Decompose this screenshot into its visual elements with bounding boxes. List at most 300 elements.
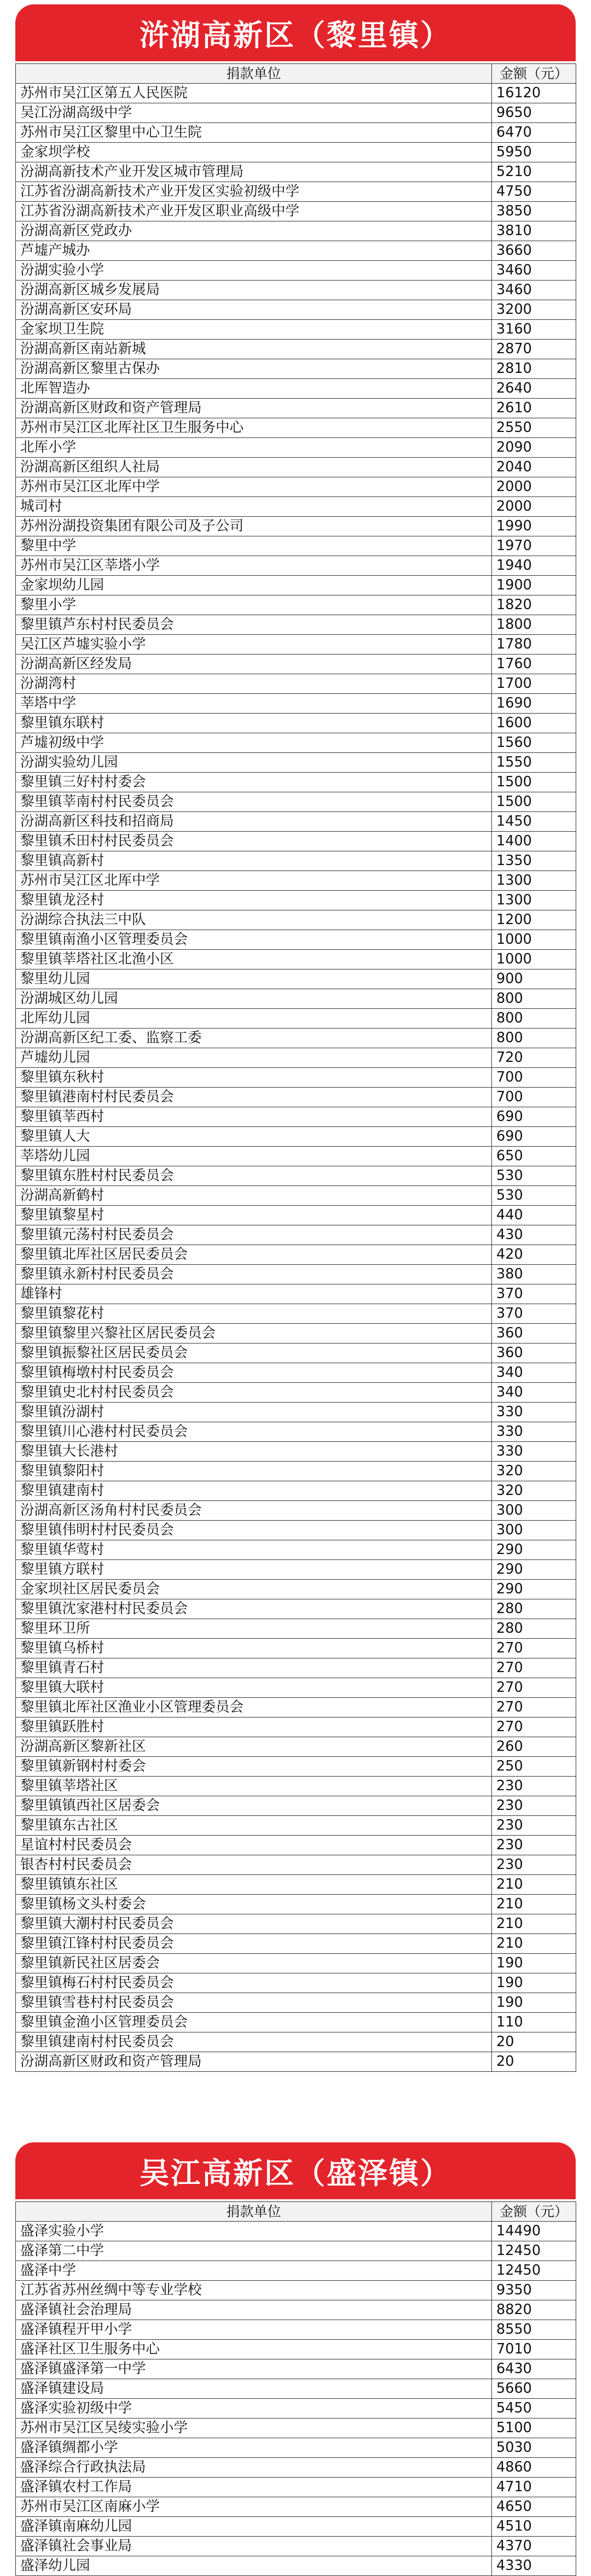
donation-amount: 4750 xyxy=(492,182,576,202)
table-row xyxy=(16,1147,576,1166)
donation-amount: 190 xyxy=(492,1973,576,1993)
table-row xyxy=(16,832,576,851)
donor-name: 城司村 xyxy=(16,497,492,517)
donor-name: 黎里镇莘西村 xyxy=(16,1107,492,1127)
table-row xyxy=(16,536,576,556)
header-unit: 捐款单位 xyxy=(16,64,492,84)
table-row xyxy=(16,1206,576,1225)
donation-amount: 110 xyxy=(492,2013,576,2032)
donor-name: 黎里镇青石村 xyxy=(16,1658,492,1678)
donation-amount: 1800 xyxy=(492,615,576,635)
donor-name: 北厍小学 xyxy=(16,438,492,458)
donation-amount: 5450 xyxy=(492,2399,576,2419)
donor-name: 汾湖城区幼儿园 xyxy=(16,989,492,1009)
donation-amount: 4710 xyxy=(492,2478,576,2497)
donation-table xyxy=(15,63,576,2072)
table-row xyxy=(16,379,576,399)
donation-amount: 530 xyxy=(492,1186,576,1206)
table-row xyxy=(16,1344,576,1363)
donation-amount: 1000 xyxy=(492,950,576,969)
donor-name: 盛泽镇建设局 xyxy=(16,2379,492,2399)
donor-name: 黎里镇芦东村村民委员会 xyxy=(16,615,492,635)
donor-name: 黎里镇镇东社区 xyxy=(16,1875,492,1895)
donation-amount: 210 xyxy=(492,1895,576,1914)
donation-amount: 2640 xyxy=(492,379,576,399)
table-row xyxy=(16,2261,576,2281)
donation-amount: 5210 xyxy=(492,162,576,182)
donation-amount: 4330 xyxy=(492,2556,576,2576)
donation-amount: 12450 xyxy=(492,2241,576,2261)
donor-name: 苏州市吴江区北厍中学 xyxy=(16,871,492,891)
donor-name: 北厍智造办 xyxy=(16,379,492,399)
donor-name: 黎里镇莘南村村民委员会 xyxy=(16,792,492,812)
donation-amount: 320 xyxy=(492,1481,576,1501)
donor-name: 吴江汾湖高级中学 xyxy=(16,103,492,123)
donor-name: 苏州市吴江区莘塔小学 xyxy=(16,556,492,576)
donor-name: 苏州汾湖投资集团有限公司及子公司 xyxy=(16,517,492,536)
table-row xyxy=(16,950,576,969)
donor-name: 黎里镇莘塔社区 xyxy=(16,1777,492,1796)
table-row xyxy=(16,281,576,300)
donor-name: 盛泽镇农村工作局 xyxy=(16,2478,492,2497)
donation-amount: 800 xyxy=(492,1009,576,1029)
donation-amount: 20 xyxy=(492,2052,576,2072)
donor-name: 汾湖综合执法三中队 xyxy=(16,910,492,930)
table-row xyxy=(16,1737,576,1757)
table-row xyxy=(16,930,576,950)
table-row xyxy=(16,2379,576,2399)
donor-name: 黎里镇南渔小区管理委员会 xyxy=(16,930,492,950)
donor-name: 汾湖高新区汤角村村民委员会 xyxy=(16,1501,492,1521)
donation-amount: 900 xyxy=(492,969,576,989)
donation-amount: 370 xyxy=(492,1304,576,1324)
table-row xyxy=(16,694,576,714)
table-row xyxy=(16,733,576,753)
donor-name: 黎里镇黎里兴黎社区居民委员会 xyxy=(16,1324,492,1344)
table-row xyxy=(16,969,576,989)
donation-amount: 5660 xyxy=(492,2379,576,2399)
donation-amount: 2040 xyxy=(492,458,576,477)
donation-amount: 3810 xyxy=(492,221,576,241)
donor-name: 汾湖湾村 xyxy=(16,674,492,694)
donor-name: 北厍幼儿园 xyxy=(16,1009,492,1029)
table-row xyxy=(16,2556,576,2576)
table-row xyxy=(16,1324,576,1344)
table-row xyxy=(16,576,576,595)
donor-name: 黎里镇杨文头村委会 xyxy=(16,1895,492,1914)
table-body xyxy=(16,2222,576,2576)
donor-name: 黎里镇镇西社区居委会 xyxy=(16,1796,492,1816)
donor-name: 汾湖高新区安环局 xyxy=(16,300,492,320)
donor-name: 黎里镇大长港村 xyxy=(16,1442,492,1462)
table-row xyxy=(16,182,576,202)
donor-name: 黎里幼儿园 xyxy=(16,969,492,989)
header-amount: 金额（元） xyxy=(492,64,576,84)
table-row xyxy=(16,1422,576,1442)
donor-name: 黎里镇建南村村民委员会 xyxy=(16,2032,492,2052)
donor-name: 盛泽中学 xyxy=(16,2261,492,2281)
donation-amount: 650 xyxy=(492,1147,576,1166)
donor-name: 汾湖高新区南站新城 xyxy=(16,340,492,359)
table-row xyxy=(16,1580,576,1599)
donor-name: 黎里镇方联村 xyxy=(16,1560,492,1580)
donor-name: 黎里镇港南村村民委员会 xyxy=(16,1088,492,1107)
table-row xyxy=(16,1245,576,1265)
donation-amount: 4650 xyxy=(492,2497,576,2517)
donation-amount: 370 xyxy=(492,1284,576,1304)
donor-name: 黎里镇黎阳村 xyxy=(16,1462,492,1481)
donation-amount: 1970 xyxy=(492,536,576,556)
donor-name: 黎里中学 xyxy=(16,536,492,556)
table-row xyxy=(16,1265,576,1284)
table-row xyxy=(16,123,576,143)
donor-name: 汾湖高新区财政和资产管理局 xyxy=(16,399,492,418)
donor-name: 黎里镇史北村村民委员会 xyxy=(16,1383,492,1403)
donor-name: 黎里镇龙泾村 xyxy=(16,891,492,910)
donation-amount: 8820 xyxy=(492,2300,576,2320)
donor-name: 黎里镇北厍社区居民委员会 xyxy=(16,1245,492,1265)
table-row xyxy=(16,2537,576,2556)
table-row xyxy=(16,241,576,261)
table-row xyxy=(16,359,576,379)
donor-name: 黎里镇川心港村村民委员会 xyxy=(16,1422,492,1442)
table-row xyxy=(16,1836,576,1855)
table-row xyxy=(16,2478,576,2497)
donor-name: 盛泽幼儿园 xyxy=(16,2556,492,2576)
donor-name: 汾湖高新区经发局 xyxy=(16,655,492,674)
donor-name: 星谊村村民委员会 xyxy=(16,1836,492,1855)
table-row xyxy=(16,851,576,871)
table-row xyxy=(16,261,576,281)
table-row xyxy=(16,1993,576,2013)
table-row xyxy=(16,1895,576,1914)
donation-amount: 3460 xyxy=(492,261,576,281)
donor-name: 黎里镇金渔小区管理委员会 xyxy=(16,2013,492,2032)
donor-name: 黎里镇江锋村村民委员会 xyxy=(16,1934,492,1954)
donation-amount: 210 xyxy=(492,1934,576,1954)
donation-amount: 290 xyxy=(492,1560,576,1580)
table-row xyxy=(16,1186,576,1206)
donation-amount: 420 xyxy=(492,1245,576,1265)
table-row xyxy=(16,1796,576,1816)
donor-name: 江苏省苏州丝绸中等专业学校 xyxy=(16,2281,492,2300)
table-row xyxy=(16,812,576,832)
table-row xyxy=(16,556,576,576)
donor-name: 金家坝卫生院 xyxy=(16,320,492,340)
donor-name: 汾湖高新区党政办 xyxy=(16,221,492,241)
donation-amount: 1300 xyxy=(492,891,576,910)
table-row xyxy=(16,2497,576,2517)
table-row xyxy=(16,300,576,320)
donation-amount: 3160 xyxy=(492,320,576,340)
donor-name: 黎里镇东古社区 xyxy=(16,1816,492,1836)
donor-name: 黎里镇东联村 xyxy=(16,714,492,733)
donor-name: 黎里镇元荡村村民委员会 xyxy=(16,1225,492,1245)
donation-amount: 3850 xyxy=(492,202,576,221)
donation-amount: 720 xyxy=(492,1048,576,1068)
donor-name: 苏州市吴江区北厍中学 xyxy=(16,477,492,497)
table-body xyxy=(16,84,576,2072)
donation-amount: 9350 xyxy=(492,2281,576,2300)
table-row xyxy=(16,517,576,536)
donation-amount: 330 xyxy=(492,1422,576,1442)
table-row xyxy=(16,418,576,438)
table-row xyxy=(16,2222,576,2241)
table-row xyxy=(16,1599,576,1619)
donor-name: 汾湖高新鹤村 xyxy=(16,1186,492,1206)
donor-name: 汾湖高新区科技和招商局 xyxy=(16,812,492,832)
donor-name: 盛泽镇南麻幼儿园 xyxy=(16,2517,492,2537)
donor-name: 黎里镇北厍社区渔业小区管理委员会 xyxy=(16,1698,492,1718)
donation-amount: 7010 xyxy=(492,2340,576,2359)
donor-name: 莘塔中学 xyxy=(16,694,492,714)
donor-name: 汾湖高新技术产业开发区城市管理局 xyxy=(16,162,492,182)
table-row xyxy=(16,438,576,458)
donor-name: 银杏村村民委员会 xyxy=(16,1855,492,1875)
donor-name: 黎里镇伟明村村民委员会 xyxy=(16,1521,492,1540)
table-row xyxy=(16,2032,576,2052)
donation-amount: 190 xyxy=(492,1954,576,1973)
donation-amount: 5030 xyxy=(492,2438,576,2458)
table-row xyxy=(16,221,576,241)
table-row xyxy=(16,1698,576,1718)
donor-name: 苏州市吴江区黎里中心卫生院 xyxy=(16,123,492,143)
donor-name: 盛泽镇程开甲小学 xyxy=(16,2320,492,2340)
donor-name: 黎里镇乌桥村 xyxy=(16,1639,492,1658)
donation-amount: 1690 xyxy=(492,694,576,714)
donation-amount: 5100 xyxy=(492,2419,576,2438)
donor-name: 芦墟幼儿园 xyxy=(16,1048,492,1068)
table-row xyxy=(16,655,576,674)
donation-amount: 2000 xyxy=(492,497,576,517)
donation-amount: 270 xyxy=(492,1639,576,1658)
donation-amount: 2810 xyxy=(492,359,576,379)
donation-amount: 260 xyxy=(492,1737,576,1757)
table-row xyxy=(16,871,576,891)
donation-amount: 14490 xyxy=(492,2222,576,2241)
donation-amount: 12450 xyxy=(492,2261,576,2281)
table-row xyxy=(16,1560,576,1580)
donation-amount: 1780 xyxy=(492,635,576,655)
table-row xyxy=(16,2359,576,2379)
donation-amount: 340 xyxy=(492,1363,576,1383)
donation-amount: 190 xyxy=(492,1993,576,2013)
donation-amount: 4510 xyxy=(492,2517,576,2537)
donor-name: 盛泽第二中学 xyxy=(16,2241,492,2261)
table-row xyxy=(16,1442,576,1462)
table-row xyxy=(16,1875,576,1895)
section-banner xyxy=(15,4,576,61)
section-title: 吴江高新区（盛泽镇） xyxy=(140,2156,451,2191)
donation-amount: 3460 xyxy=(492,281,576,300)
table-row xyxy=(16,1658,576,1678)
table-row xyxy=(16,1304,576,1324)
donor-name: 黎里镇华莺村 xyxy=(16,1540,492,1560)
donation-amount: 270 xyxy=(492,1658,576,1678)
table-row xyxy=(16,2517,576,2537)
donor-name: 盛泽社区卫生服务中心 xyxy=(16,2340,492,2359)
donor-name: 黎里镇新民社区居委会 xyxy=(16,1954,492,1973)
table-row xyxy=(16,1718,576,1737)
donor-name: 汾湖高新区组织人社局 xyxy=(16,458,492,477)
donation-amount: 1000 xyxy=(492,930,576,950)
table-row xyxy=(16,143,576,162)
donation-amount: 380 xyxy=(492,1265,576,1284)
table-row xyxy=(16,1639,576,1658)
donor-name: 黎里镇莘塔社区北渔小区 xyxy=(16,950,492,969)
donor-name: 黎里镇梅石村村民委员会 xyxy=(16,1973,492,1993)
table-row xyxy=(16,1225,576,1245)
table-row xyxy=(16,989,576,1009)
table-row xyxy=(16,1127,576,1147)
table-row xyxy=(16,674,576,694)
donation-amount: 4860 xyxy=(492,2458,576,2478)
donation-amount: 230 xyxy=(492,1777,576,1796)
donation-amount: 230 xyxy=(492,1855,576,1875)
donation-amount: 230 xyxy=(492,1796,576,1816)
donor-name: 黎里镇东胜村村民委员会 xyxy=(16,1166,492,1186)
donor-name: 黎里镇大潮村村民委员会 xyxy=(16,1914,492,1934)
donation-amount: 2090 xyxy=(492,438,576,458)
donor-name: 盛泽镇社会治理局 xyxy=(16,2300,492,2320)
donation-amount: 430 xyxy=(492,1225,576,1245)
donor-name: 汾湖高新区财政和资产管理局 xyxy=(16,2052,492,2072)
table-row xyxy=(16,1107,576,1127)
table-row xyxy=(16,340,576,359)
donation-amount: 1550 xyxy=(492,753,576,773)
donor-name: 黎里环卫所 xyxy=(16,1619,492,1639)
donor-name: 汾湖高新区城乡发展局 xyxy=(16,281,492,300)
donation-amount: 280 xyxy=(492,1619,576,1639)
donation-amount: 2610 xyxy=(492,399,576,418)
table-row xyxy=(16,2281,576,2300)
donation-amount: 1940 xyxy=(492,556,576,576)
table-row xyxy=(16,1088,576,1107)
table-row xyxy=(16,1284,576,1304)
donor-name: 黎里镇跃胜村 xyxy=(16,1718,492,1737)
header-amount: 金额（元） xyxy=(492,2202,576,2222)
donor-name: 金家坝幼儿园 xyxy=(16,576,492,595)
donation-amount: 270 xyxy=(492,1698,576,1718)
table-row xyxy=(16,458,576,477)
donation-amount: 1200 xyxy=(492,910,576,930)
donor-name: 苏州市吴江区南麻小学 xyxy=(16,2497,492,2517)
table-row xyxy=(16,1678,576,1698)
table-row xyxy=(16,1029,576,1048)
donation-amount: 330 xyxy=(492,1403,576,1422)
donor-name: 黎里镇建南村 xyxy=(16,1481,492,1501)
donor-name: 盛泽实验小学 xyxy=(16,2222,492,2241)
donation-amount: 250 xyxy=(492,1757,576,1777)
table-row xyxy=(16,1501,576,1521)
header-unit: 捐款单位 xyxy=(16,2202,492,2222)
donor-name: 盛泽镇绸都小学 xyxy=(16,2438,492,2458)
donor-name: 盛泽镇社会事业局 xyxy=(16,2537,492,2556)
table-row xyxy=(16,773,576,792)
donor-name: 苏州市吴江区第五人民医院 xyxy=(16,84,492,103)
donation-amount: 270 xyxy=(492,1718,576,1737)
donation-amount: 5950 xyxy=(492,143,576,162)
donor-name: 黎里镇高新村 xyxy=(16,851,492,871)
donation-amount: 20 xyxy=(492,2032,576,2052)
donor-name: 苏州市吴江区吴绫实验小学 xyxy=(16,2419,492,2438)
donation-amount: 700 xyxy=(492,1068,576,1088)
donor-name: 黎里镇黎花村 xyxy=(16,1304,492,1324)
table-row xyxy=(16,635,576,655)
table-row xyxy=(16,2241,576,2261)
table-row xyxy=(16,1973,576,1993)
donation-amount: 1400 xyxy=(492,832,576,851)
donation-amount: 6470 xyxy=(492,123,576,143)
table-row xyxy=(16,103,576,123)
donation-amount: 2870 xyxy=(492,340,576,359)
donation-amount: 300 xyxy=(492,1501,576,1521)
table-row xyxy=(16,1855,576,1875)
table-row xyxy=(16,2320,576,2340)
donor-name: 芦墟初级中学 xyxy=(16,733,492,753)
donation-table xyxy=(15,2201,576,2576)
table-row xyxy=(16,1383,576,1403)
donation-amount: 1450 xyxy=(492,812,576,832)
donation-amount: 210 xyxy=(492,1875,576,1895)
donation-amount: 1500 xyxy=(492,792,576,812)
donation-amount: 210 xyxy=(492,1914,576,1934)
donation-amount: 230 xyxy=(492,1816,576,1836)
table-row xyxy=(16,1009,576,1029)
table-row xyxy=(16,1816,576,1836)
donor-name: 黎里镇人大 xyxy=(16,1127,492,1147)
donation-amount: 1600 xyxy=(492,714,576,733)
table-row xyxy=(16,162,576,182)
donation-amount: 360 xyxy=(492,1344,576,1363)
donation-amount: 440 xyxy=(492,1206,576,1225)
table-row xyxy=(16,910,576,930)
table-row xyxy=(16,753,576,773)
table-row xyxy=(16,714,576,733)
table-row xyxy=(16,2458,576,2478)
donor-name: 莘塔幼儿园 xyxy=(16,1147,492,1166)
donation-amount: 300 xyxy=(492,1521,576,1540)
donor-name: 苏州市吴江区北厍社区卫生服务中心 xyxy=(16,418,492,438)
donation-amount: 1350 xyxy=(492,851,576,871)
table-row xyxy=(16,2300,576,2320)
donor-name: 汾湖高新区黎新社区 xyxy=(16,1737,492,1757)
donor-name: 汾湖实验幼儿园 xyxy=(16,753,492,773)
table-row xyxy=(16,477,576,497)
table-row xyxy=(16,1757,576,1777)
donation-amount: 1300 xyxy=(492,871,576,891)
section-title: 浒湖高新区（黎里镇） xyxy=(140,17,451,52)
table-row xyxy=(16,1363,576,1383)
donor-name: 盛泽实验初级中学 xyxy=(16,2399,492,2419)
table-row xyxy=(16,2013,576,2032)
donation-amount: 16120 xyxy=(492,84,576,103)
table-row xyxy=(16,1914,576,1934)
donor-name: 黎里镇梅墩村村民委员会 xyxy=(16,1363,492,1383)
donor-name: 金家坝社区居民委员会 xyxy=(16,1580,492,1599)
table-row xyxy=(16,891,576,910)
table-row xyxy=(16,2438,576,2458)
donation-amount: 6430 xyxy=(492,2359,576,2379)
table-row xyxy=(16,2340,576,2359)
donation-amount: 290 xyxy=(492,1540,576,1560)
donation-amount: 1990 xyxy=(492,517,576,536)
donation-amount: 690 xyxy=(492,1127,576,1147)
donor-name: 黎里镇东秋村 xyxy=(16,1068,492,1088)
table-row xyxy=(16,399,576,418)
donation-amount: 2000 xyxy=(492,477,576,497)
table-row xyxy=(16,202,576,221)
